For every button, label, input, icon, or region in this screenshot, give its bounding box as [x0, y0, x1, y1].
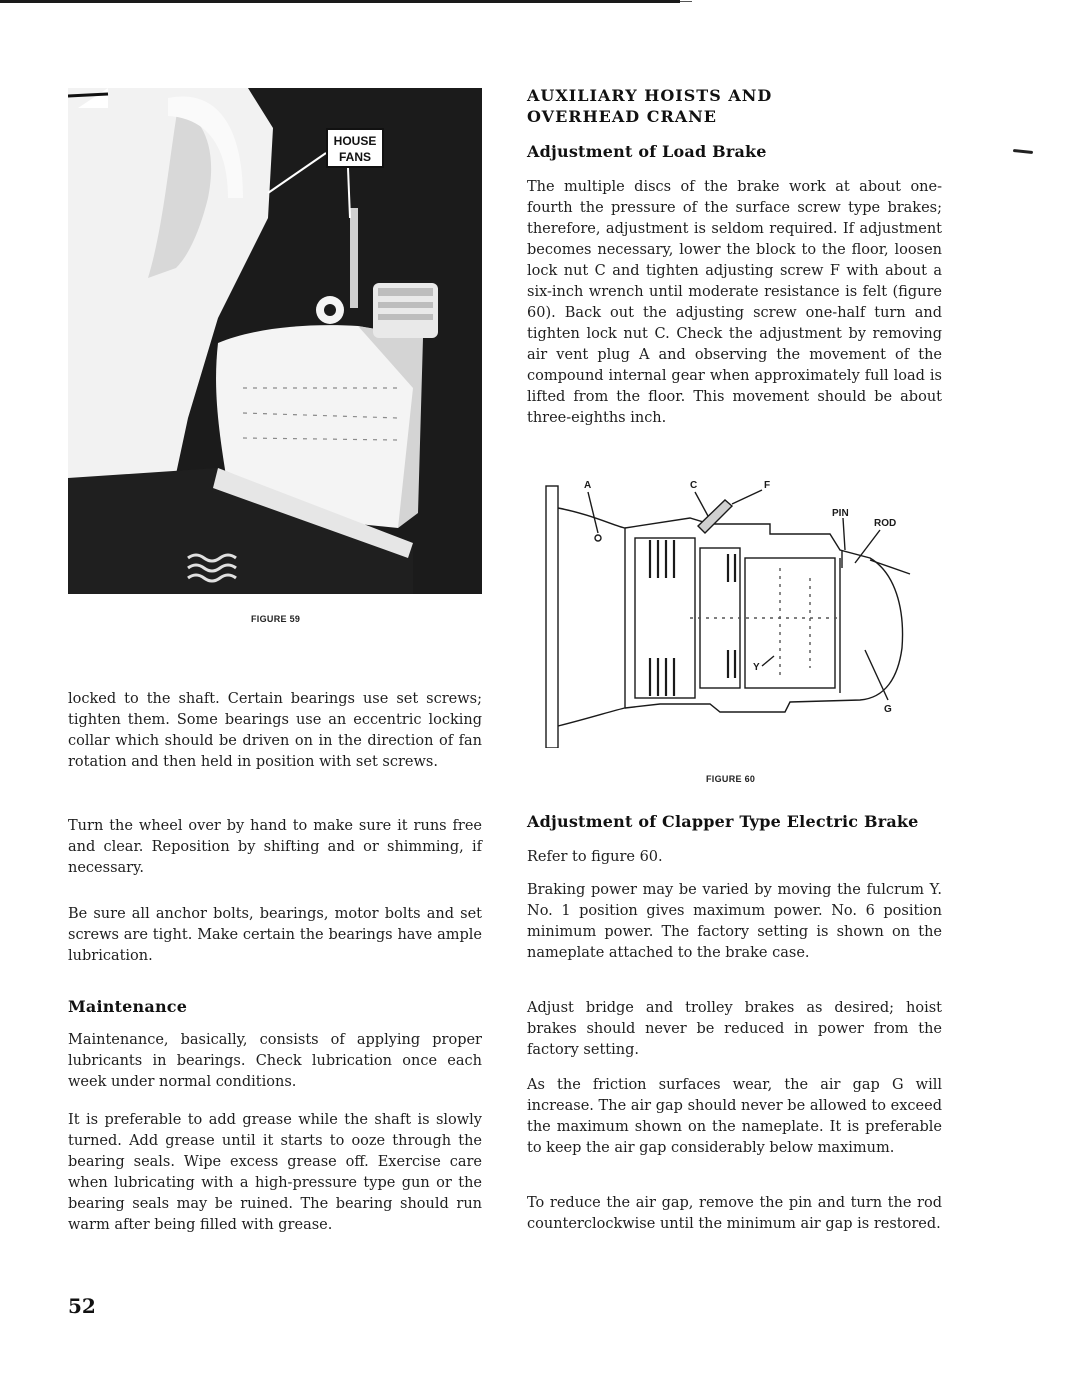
heading-maintenance: Maintenance [68, 997, 188, 1016]
label-f: F [764, 480, 771, 491]
right-paragraph-4 [527, 998, 942, 1061]
figure-59-caption: FIGURE 59 [251, 614, 301, 624]
label-pin: PIN [832, 508, 849, 519]
page-number: 52 [68, 1294, 96, 1318]
section-title-line-2: OVERHEAD CRANE [527, 107, 717, 126]
left-paragraph-3 [68, 904, 482, 967]
figure-60-diagram [540, 478, 915, 748]
left-paragraph-2 [68, 816, 482, 879]
fan-photo-illustration [68, 88, 482, 594]
left-paragraph-1 [68, 689, 482, 773]
left-p1-text: locked to the shaft. Certain bearings use set screws; tighten them. Some bearings use an eccentric locking collar which should be driven on in the direction of fan rotation and then held in position with set screws. [68, 691, 482, 770]
label-g: G [884, 704, 892, 715]
right-p2-text: Refer to figure 60. [527, 849, 663, 865]
figure-59-photo [68, 88, 482, 594]
right-p4-text: Adjust bridge and trolley brakes as desired; hoist brakes should never be reduced in power from the factory setting. [527, 1000, 942, 1058]
left-p5-text: It is preferable to add grease while the shaft is slowly turned. Add grease until it starts to ooze through the bearing seals. Wipe excess grease off. Exercise care when lubricating with a high-pressure type gun or the bearing seals may be ruined. The bearing should run warm after being filled with grease. [68, 1112, 482, 1233]
section-title-line-1: AUXILIARY HOISTS AND [527, 86, 773, 105]
right-p5-text: As the friction surfaces wear, the air gap G will increase. The air gap should never be allowed to exceed the maximum shown on the nameplate. It is preferable to keep the air gap considerably below maximum. [527, 1077, 942, 1156]
heading-load-brake: Adjustment of Load Brake [527, 142, 767, 161]
right-paragraph-5 [527, 1075, 942, 1159]
figure-60-caption: FIGURE 60 [706, 774, 756, 784]
label-c: C [690, 480, 698, 491]
right-p6-text: To reduce the air gap, remove the pin and turn the rod counterclockwise until the minimum air gap is restored. [527, 1195, 942, 1232]
left-p2-text: Turn the wheel over by hand to make sure it runs free and clear. Reposition by shifting and or shimming, if necessary. [68, 818, 482, 876]
top-rule [0, 0, 680, 3]
right-paragraph-2 [527, 847, 942, 868]
right-paragraph-1 [527, 177, 942, 429]
label-y: Y [753, 662, 760, 673]
right-paragraph-6 [527, 1193, 942, 1235]
left-p3-text: Be sure all anchor bolts, bearings, motor bolts and set screws are tight. Make certain the bearings have ample lubrication. [68, 906, 482, 964]
house-fans-callout [326, 128, 384, 168]
margin-mark [1013, 149, 1033, 154]
callout-line-2: FANS [338, 150, 371, 164]
top-rule-tail [680, 1, 692, 2]
right-paragraph-3 [527, 880, 942, 964]
left-p4-text: Maintenance, basically, consists of applying proper lubricants in bearings. Check lubrication once each week under normal conditions. [68, 1032, 482, 1090]
callout-line-1: HOUSE [333, 134, 377, 148]
left-paragraph-4 [68, 1030, 482, 1093]
label-a: A [584, 480, 592, 491]
label-rod: ROD [874, 518, 897, 529]
heading-clapper-brake: Adjustment of Clapper Type Electric Brake [527, 812, 919, 831]
left-paragraph-5 [68, 1110, 482, 1236]
right-p3-text: Braking power may be varied by moving the fulcrum Y. No. 1 position gives maximum power. No. 6 position minimum power. The factory setting is shown on the nameplate attached to the brake case. [527, 882, 942, 961]
right-p1-text: The multiple discs of the brake work at about one-fourth the pressure of the surface screw type brakes; therefore, adjustment is seldom required. If adjustment becomes necessary, lower the block to the floor, loosen lock nut C and tighten adjusting screw F with about a six-inch wrench until moderate resistance is felt (figure 60). Back out the adjusting screw one-half turn and tighten lock nut C. Check the adjustment by removing air vent plug A and observing the movement of the compound internal gear when approximately full load is lifted from the floor. This movement should be about three-eighths inch. [527, 179, 942, 426]
